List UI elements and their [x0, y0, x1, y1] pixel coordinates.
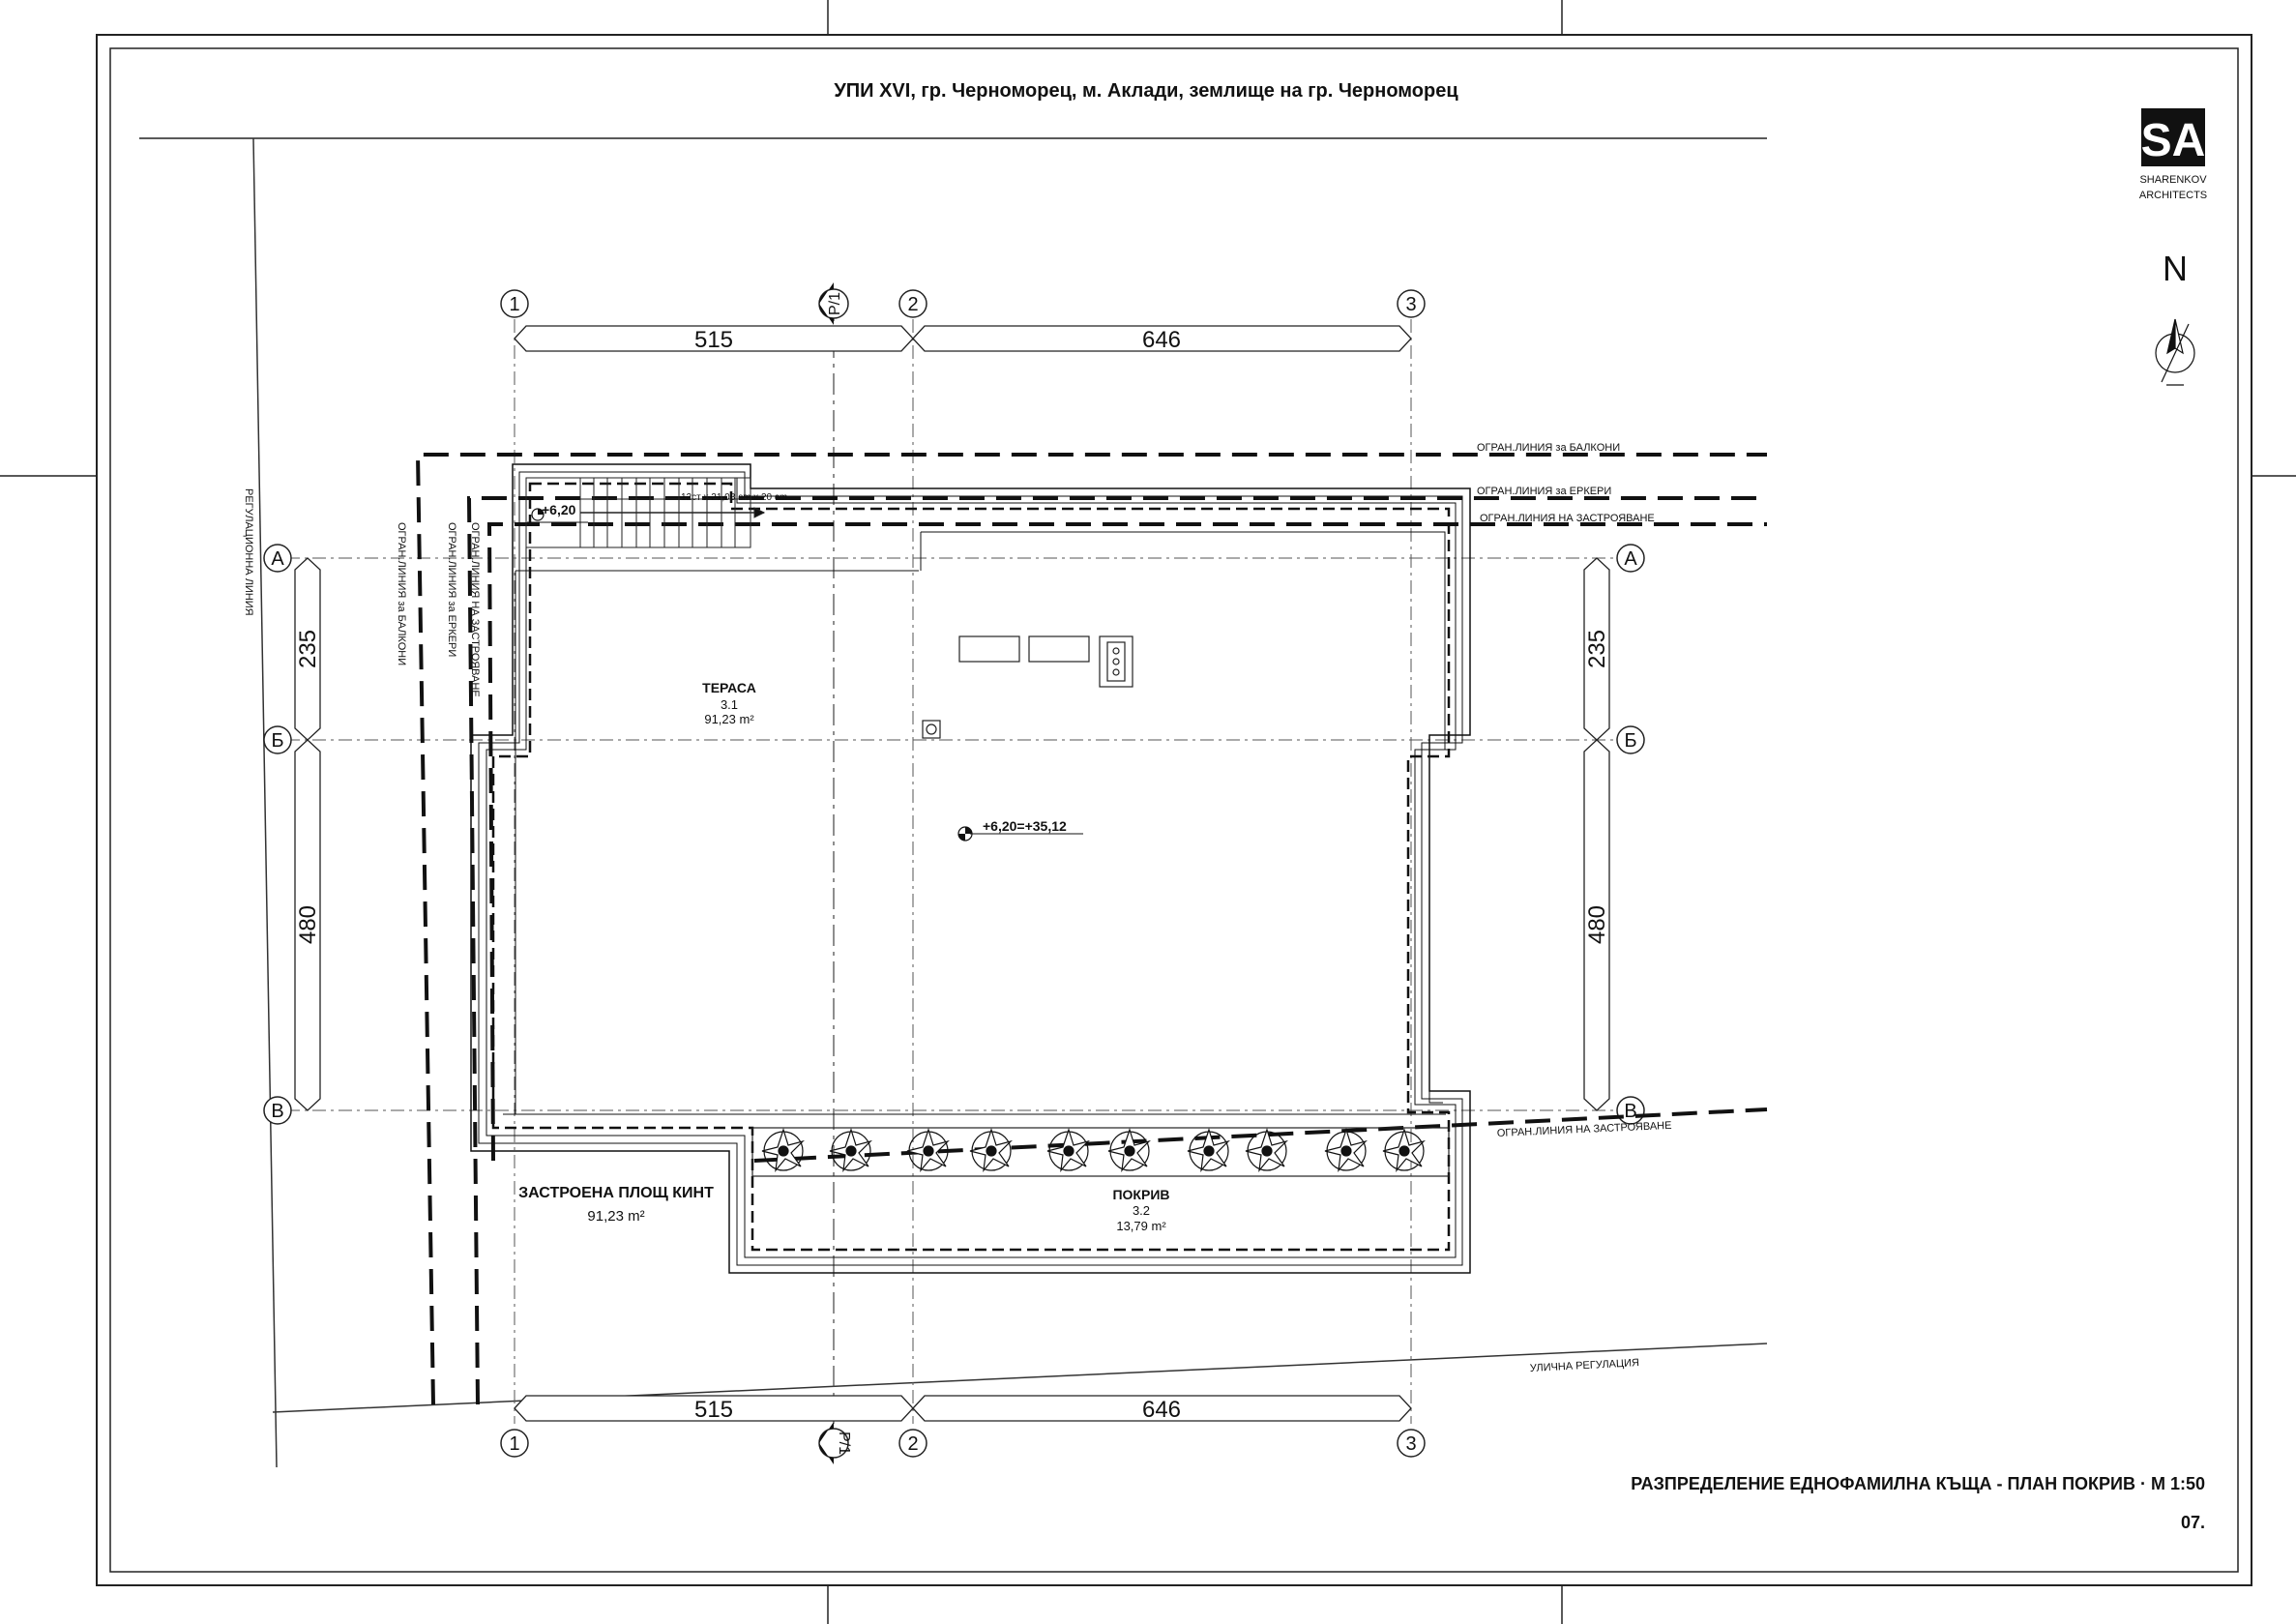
terrace-number: 3.1 [720, 697, 739, 712]
terrace-name: ТЕРАСА [702, 680, 756, 695]
grid-label-left-a: А [271, 548, 284, 570]
dim-top-value-2: 646 [1141, 327, 1182, 353]
header [139, 80, 1767, 138]
dim-right-value-1: 235 [1584, 629, 1610, 669]
limit-label-building-vertical: ОГРАН.ЛИНИЯ НА ЗАСТРОЯВАНЕ [469, 522, 481, 697]
sheet-number: 07. [2180, 1513, 2205, 1532]
grid-label-right-v: В [1624, 1101, 1637, 1122]
roof-name: ПОКРИВ [1112, 1187, 1170, 1202]
dim-left-value-2: 480 [295, 904, 321, 945]
grid-label-top-2: 2 [907, 294, 919, 315]
logo-mark: SA [2140, 115, 2206, 166]
level-marker-stair [527, 502, 588, 522]
limit-line-balconies [418, 455, 1767, 1404]
terrace-fixtures [923, 636, 1133, 738]
regulation-line-label: РЕГУЛАЦИОННА ЛИНИЯ [243, 488, 254, 616]
project-title: УПИ XVI, гр. Черноморец, м. Аклади, землище на гр. Черноморец [834, 80, 1458, 102]
limit-line-bay-windows [469, 498, 1767, 1404]
section-mark-bottom-label: P/1 [836, 1431, 852, 1456]
grid-label-right-b: Б [1624, 730, 1637, 752]
planter-plants [762, 1130, 1424, 1170]
grid-label-top-1: 1 [509, 294, 520, 315]
logo-line1: SHARENKOV [2139, 174, 2207, 186]
dim-bottom-value-1: 515 [693, 1397, 734, 1423]
section-mark-top [819, 282, 848, 325]
limit-lines [418, 455, 1767, 1404]
axis-grid [286, 319, 1613, 1424]
sunbed-1 [959, 636, 1019, 662]
dimension-values [295, 327, 1610, 1423]
built-area [518, 1185, 714, 1225]
built-area-label: ЗАСТРОЕНА ПЛОЩ КИНТ [518, 1185, 714, 1201]
level-terrace-value: +6,20=+35,12 [983, 818, 1067, 834]
sunbed-2 [1029, 636, 1089, 662]
dim-bottom-value-2: 646 [1141, 1397, 1182, 1423]
roof-label [1112, 1187, 1169, 1233]
limit-label-balconies-vertical: ОГРАН.ЛИНИЯ за БАЛКОНИ [396, 522, 407, 666]
grid-label-bottom-2: 2 [907, 1433, 919, 1455]
limit-label-building: ОГРАН.ЛИНИЯ НА ЗАСТРОЯВАНЕ [1480, 513, 1655, 524]
section-mark-top-label: P/1 [827, 291, 843, 316]
limit-label-bay-windows: ОГРАН.ЛИНИЯ за ЕРКЕРИ [1477, 486, 1612, 497]
grid-label-left-b: Б [271, 730, 284, 752]
regulation-line [253, 138, 277, 1467]
roof-area: 13,79 m² [1116, 1219, 1166, 1233]
north-label: N [2163, 249, 2188, 288]
dim-left-value-1: 235 [295, 629, 321, 669]
north-arrow-icon [2156, 319, 2194, 385]
limit-line-building [489, 524, 1767, 1161]
planter-strip [752, 1128, 1449, 1176]
grid-label-bottom-1: 1 [509, 1433, 520, 1455]
dimension-chains [295, 326, 1612, 1421]
company-logo [2139, 108, 2207, 201]
built-area-value: 91,23 m² [587, 1208, 645, 1225]
grid-label-bottom-3: 3 [1405, 1433, 1417, 1455]
dim-right-value-2: 480 [1584, 904, 1610, 945]
roof-number: 3.2 [1132, 1203, 1151, 1218]
stair-note: 12ст x 21,08 cm x 20 cm [681, 492, 788, 503]
grid-label-left-v: В [271, 1101, 284, 1122]
grid-label-top-3: 3 [1405, 294, 1417, 315]
logo-line2: ARCHITECTS [2138, 190, 2208, 201]
limit-label-building-lower: ОГРАН.ЛИНИЯ НА ЗАСТРОЯВАНЕ [1496, 1119, 1672, 1139]
section-mark-bottom [819, 1422, 852, 1464]
terrace-area: 91,23 m² [704, 712, 754, 726]
street-regulation-label: УЛИЧНА РЕГУЛАЦИЯ [1529, 1357, 1640, 1374]
limit-label-bay-vertical: ОГРАН.ЛИНИЯ за ЕРКЕРИ [446, 522, 457, 658]
grid-label-right-a: А [1624, 548, 1637, 570]
drawing-title: РАЗПРЕДЕЛЕНИЕ ЕДНОФАМИЛНА КЪЩА - ПЛАН ПОКРИВ · M 1:50 [1631, 1474, 2205, 1493]
footer [1631, 1474, 2205, 1532]
level-stair-value: +6,20 [542, 502, 576, 517]
limit-label-balconies: ОГРАН.ЛИНИЯ за БАЛКОНИ [1477, 442, 1621, 454]
level-marker-terrace [958, 818, 1083, 841]
dim-top-value-1: 515 [693, 327, 734, 353]
terrace-label [702, 680, 756, 726]
north-arrow [2156, 249, 2194, 385]
limit-line-labels [396, 442, 1672, 1139]
